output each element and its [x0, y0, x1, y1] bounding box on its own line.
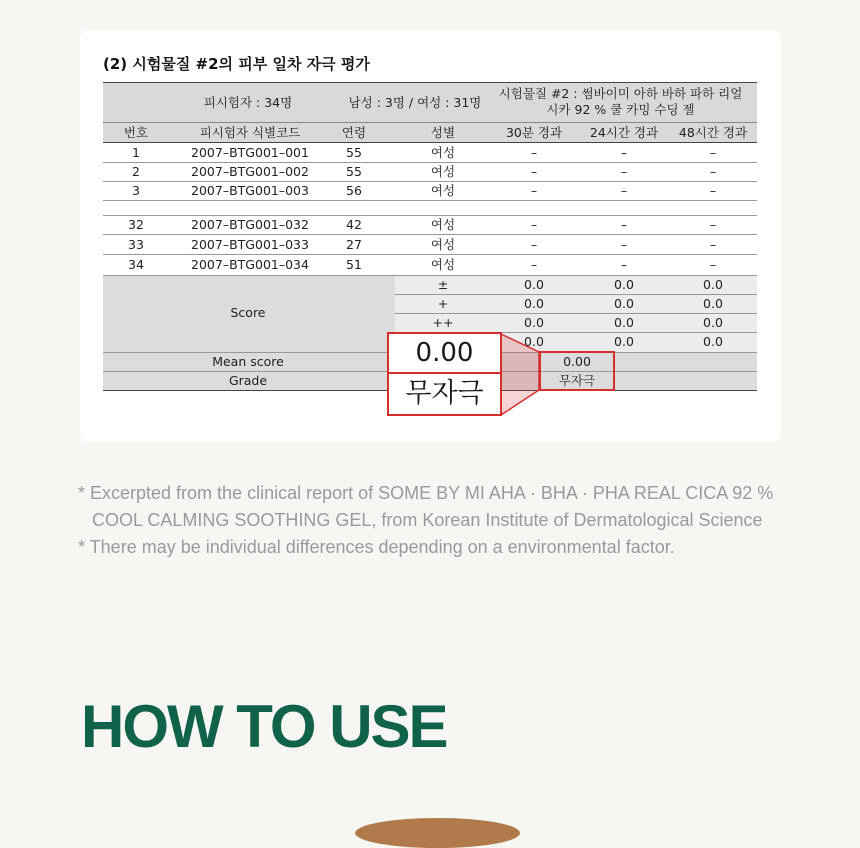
report-title: (2) 시험물질 #2의 피부 일차 자극 평가	[103, 55, 370, 73]
mean-score-label: Mean score	[212, 354, 284, 369]
col-header-code: 피시험자 식별코드	[199, 125, 301, 140]
result-callout	[387, 332, 502, 416]
test-material-line1: 시험물질 #2 : 썸바이미 아하 바하 파하 리얼	[498, 86, 743, 101]
row-age: 55	[346, 145, 362, 160]
row-no: 34	[128, 257, 144, 272]
footnotes	[78, 480, 778, 561]
col-header-24h: 24시간 경과	[589, 125, 659, 140]
score-24h: 0.0	[614, 315, 634, 330]
row-no: 3	[132, 183, 140, 198]
footnote-source-line2: COOL CALMING SOOTHING GEL, from Korean Institute of Dermatological Science	[92, 510, 763, 530]
row-30min: –	[530, 217, 538, 232]
row-24h: –	[620, 217, 628, 232]
how-to-use-heading: HOW TO USE	[81, 693, 447, 760]
row-sex: 여성	[430, 257, 456, 272]
row-code: 2007–BTG001–003	[191, 183, 309, 198]
row-30min: –	[530, 257, 538, 272]
row-sex: 여성	[430, 217, 456, 232]
row-24h: –	[620, 257, 628, 272]
row-age: 51	[346, 257, 362, 272]
row-48h: –	[709, 257, 717, 272]
row-30min: –	[530, 183, 538, 198]
test-material-line2: 시카 92 % 쿨 카밍 수딩 젤	[546, 102, 695, 117]
row-no: 1	[132, 145, 140, 160]
row-code: 2007–BTG001–034	[191, 257, 309, 272]
row-24h: –	[620, 164, 628, 179]
score-30min: 0.0	[524, 334, 544, 349]
row-code: 2007–BTG001–001	[191, 145, 309, 160]
row-code: 2007–BTG001–033	[191, 237, 309, 252]
col-header-30min: 30분 경과	[505, 125, 563, 140]
row-24h: –	[620, 183, 628, 198]
col-header-age: 연령	[341, 125, 367, 140]
col-header-sex: 성별	[430, 125, 456, 140]
footnote-source-line1: * Excerpted from the clinical report of SOME BY MI AHA · BHA · PHA REAL CICA 92 %	[78, 483, 774, 503]
row-48h: –	[709, 164, 717, 179]
row-30min: –	[530, 237, 538, 252]
score-symbol: +	[437, 296, 449, 311]
row-sex: 여성	[430, 164, 456, 179]
row-48h: –	[709, 237, 717, 252]
grade-value: 무자극	[558, 373, 596, 388]
col-header-48h: 48시간 경과	[678, 125, 748, 140]
row-age: 56	[346, 183, 362, 198]
row-sex: 여성	[430, 183, 456, 198]
score-label: Score	[230, 305, 266, 320]
score-48h: 0.0	[703, 277, 723, 292]
mean-score-value: 0.00	[563, 354, 591, 369]
row-24h: –	[620, 145, 628, 160]
score-24h: 0.0	[614, 334, 634, 349]
row-sex: 여성	[430, 145, 456, 160]
model-photo-top	[355, 818, 520, 848]
row-code: 2007–BTG001–032	[191, 217, 309, 232]
col-header-no: 번호	[123, 125, 149, 140]
row-no: 33	[128, 237, 144, 252]
row-no: 32	[128, 217, 144, 232]
grade-highlight-box	[539, 351, 615, 391]
footnote-disclaimer: * There may be individual differences depending on a environmental factor.	[78, 537, 675, 557]
score-24h: 0.0	[614, 277, 634, 292]
row-age: 42	[346, 217, 362, 232]
score-30min: 0.0	[524, 315, 544, 330]
row-48h: –	[709, 183, 717, 198]
row-48h: –	[709, 145, 717, 160]
score-48h: 0.0	[703, 296, 723, 311]
score-48h: 0.0	[703, 334, 723, 349]
row-30min: –	[530, 145, 538, 160]
callout-mean-score: 0.00	[389, 334, 500, 374]
grade-label: Grade	[228, 373, 268, 388]
score-30min: 0.0	[524, 277, 544, 292]
score-symbol: ±	[437, 277, 449, 292]
row-no: 2	[132, 164, 140, 179]
score-48h: 0.0	[703, 315, 723, 330]
row-age: 27	[346, 237, 362, 252]
row-48h: –	[709, 217, 717, 232]
callout-grade: 무자극	[405, 378, 484, 409]
row-30min: –	[530, 164, 538, 179]
row-code: 2007–BTG001–002	[191, 164, 309, 179]
row-age: 55	[346, 164, 362, 179]
score-symbol: ++	[432, 315, 454, 330]
score-24h: 0.0	[614, 296, 634, 311]
row-sex: 여성	[430, 237, 456, 252]
row-24h: –	[620, 237, 628, 252]
score-30min: 0.0	[524, 296, 544, 311]
gender-count: 남성 : 3명 / 여성 : 31명	[348, 95, 482, 110]
subjects-count: 피시험자 : 34명	[203, 95, 293, 110]
